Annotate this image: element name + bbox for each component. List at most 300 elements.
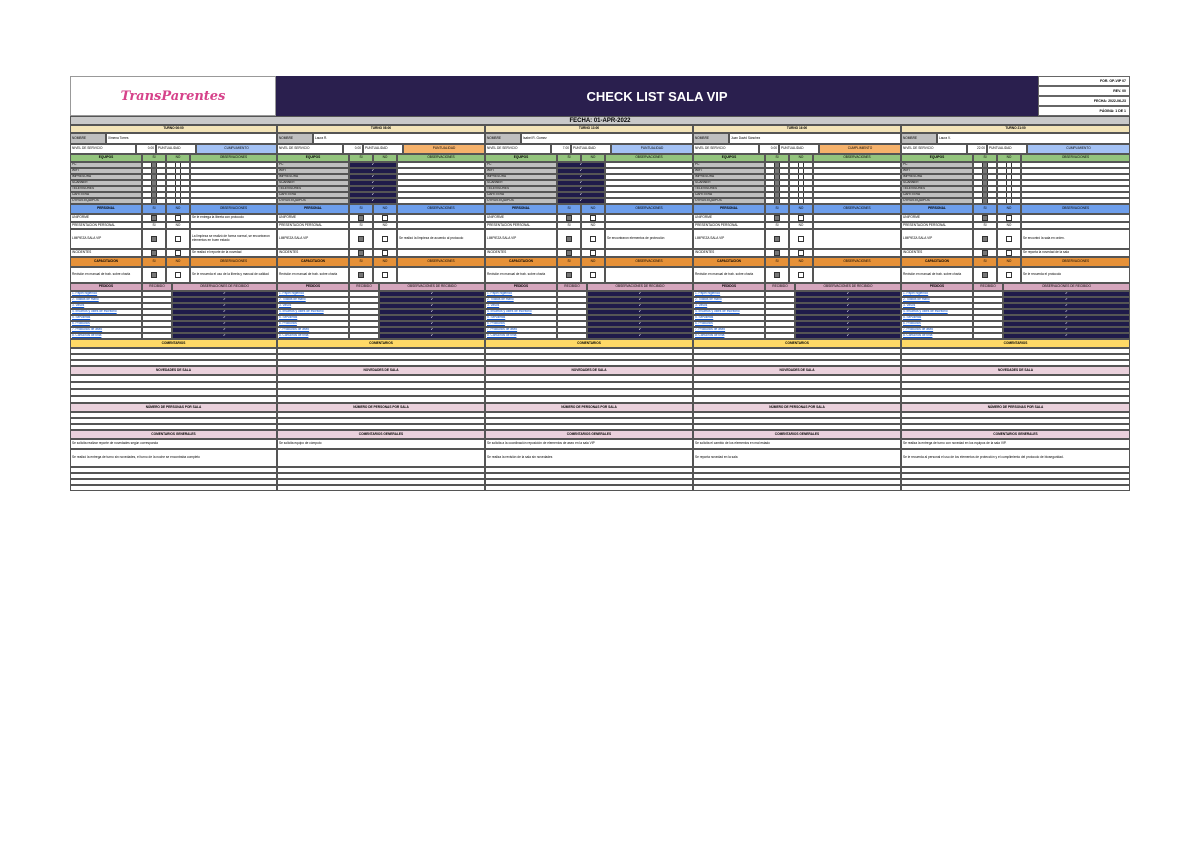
equipment-item: TELEVISORES bbox=[693, 186, 765, 192]
uniforme-si[interactable] bbox=[765, 214, 789, 222]
pedido-mark: ✔ bbox=[795, 297, 901, 303]
incidentes-no[interactable] bbox=[581, 249, 605, 257]
capacitacion-header-row bbox=[277, 257, 485, 267]
pedido-mark: ✔ bbox=[1003, 321, 1130, 327]
checkbox[interactable] bbox=[590, 272, 596, 278]
checkbox[interactable] bbox=[1006, 272, 1012, 278]
recibido-header: RECIBIDO bbox=[349, 283, 379, 291]
generales-header: COMENTARIOS GENERALES bbox=[70, 430, 277, 439]
incidentes-row bbox=[277, 249, 485, 257]
pedido-link[interactable]: 6. Productos bbox=[72, 321, 90, 326]
si-header: SI bbox=[142, 204, 166, 214]
pedido-link[interactable]: 3. Vasos bbox=[695, 303, 708, 308]
capacitacion-row bbox=[693, 267, 901, 283]
checkbox[interactable] bbox=[151, 250, 157, 256]
generales-header: COMENTARIOS GENERALES bbox=[693, 430, 901, 439]
checkbox[interactable] bbox=[1006, 215, 1012, 221]
pedido-link[interactable]: 1. Papel higiénico bbox=[487, 291, 513, 296]
si-header: SI bbox=[973, 257, 997, 267]
pedido-link[interactable]: 2. Toallas de mano bbox=[695, 297, 722, 302]
cap-obs[interactable]: Se le recuerda el uso de la libreta y manual de calidad bbox=[190, 267, 277, 283]
novedad-row bbox=[901, 375, 1130, 382]
cap-si[interactable] bbox=[973, 267, 997, 283]
checkbox[interactable] bbox=[590, 250, 596, 256]
pedido-link[interactable]: 8. Cartuchos de tinta bbox=[279, 333, 309, 338]
limpieza-si[interactable] bbox=[349, 229, 373, 249]
pedido-link[interactable]: 7. Productos de aseo bbox=[72, 327, 103, 332]
novedad-line[interactable] bbox=[901, 389, 1130, 396]
novedad-row bbox=[693, 375, 901, 382]
general-line[interactable] bbox=[901, 485, 1130, 491]
date-banner: FECHA: 01-APR-2022 bbox=[70, 116, 1130, 125]
equipment-header-row bbox=[693, 154, 901, 162]
checkbox[interactable] bbox=[798, 236, 804, 242]
equipment-header-row bbox=[70, 154, 277, 162]
incidentes-obs[interactable]: Se realizó el reporte de la novedad bbox=[190, 249, 277, 257]
numero-header-row bbox=[277, 403, 485, 412]
employee-name[interactable]: Laura R. bbox=[313, 133, 485, 144]
equipment-item: WIFI bbox=[485, 168, 557, 174]
general-comment-2[interactable] bbox=[277, 449, 485, 467]
presentacion-label: PRESENTACION PERSONAL bbox=[485, 222, 557, 229]
cap-text: Revisión en manual de trab. sobre charla bbox=[277, 267, 349, 283]
cap-si[interactable] bbox=[349, 267, 373, 283]
checkbox[interactable] bbox=[982, 250, 988, 256]
personal-header-row bbox=[901, 204, 1130, 214]
name-label: NOMBRE bbox=[693, 133, 729, 144]
checkbox[interactable] bbox=[382, 272, 388, 278]
equipment-item: OTROS EQUIPOS bbox=[277, 198, 349, 204]
uniforme-label: UNIFORME bbox=[70, 214, 142, 222]
checkbox[interactable] bbox=[175, 250, 181, 256]
limpieza-si[interactable] bbox=[973, 229, 997, 249]
general-comment-1[interactable]: Se solicita el cambio de los elementos en mal estado bbox=[693, 439, 901, 449]
pedido-link[interactable]: 5. Servilletas bbox=[72, 315, 91, 320]
pedido-link[interactable]: 2. Toallas de mano bbox=[903, 297, 930, 302]
nivel-value[interactable]: 0.00 bbox=[343, 144, 363, 154]
presentacion-label: PRESENTACION PERSONAL bbox=[70, 222, 142, 229]
novedad-line[interactable] bbox=[485, 375, 693, 382]
status-value: CUMPLIMIENTO bbox=[196, 144, 277, 154]
uniforme-si[interactable] bbox=[973, 214, 997, 222]
limpieza-row bbox=[277, 229, 485, 249]
uniforme-si[interactable] bbox=[349, 214, 373, 222]
checkbox[interactable] bbox=[566, 236, 572, 242]
comentarios-header: COMENTARIOS bbox=[693, 339, 901, 348]
pedido-mark: ✔ bbox=[172, 309, 277, 315]
checkbox[interactable] bbox=[774, 215, 780, 221]
incidentes-label: INCIDENTES bbox=[485, 249, 557, 257]
novedad-line[interactable] bbox=[277, 382, 485, 389]
checkbox[interactable] bbox=[590, 236, 596, 242]
general-comment-2[interactable]: Se realizó la entrega de turno sin novedades, el turno de la noche se encontraba completo bbox=[70, 449, 277, 467]
cap-no[interactable] bbox=[789, 267, 813, 283]
novedades-header: NOVEDADES DE SALA bbox=[485, 366, 693, 375]
limpieza-si[interactable] bbox=[557, 229, 581, 249]
generales-header: COMENTARIOS GENERALES bbox=[485, 430, 693, 439]
incidentes-obs[interactable]: Se reporta la novedad de la sala bbox=[1021, 249, 1130, 257]
numero-header: NÚMERO DE PERSONAS POR SALA bbox=[70, 403, 277, 412]
limpieza-row bbox=[485, 229, 693, 249]
novedad-line[interactable] bbox=[901, 382, 1130, 389]
numero-header: NÚMERO DE PERSONAS POR SALA bbox=[901, 403, 1130, 412]
novedad-row bbox=[485, 375, 693, 382]
pedido-link[interactable]: 4. Insumos y útiles de escritorio bbox=[72, 309, 117, 314]
equipment-mark: ✔ bbox=[349, 186, 397, 192]
limpieza-no[interactable] bbox=[789, 229, 813, 249]
incidentes-si[interactable] bbox=[142, 249, 166, 257]
pedido-link[interactable]: 2. Toallas de mano bbox=[487, 297, 514, 302]
presentacion-row bbox=[70, 222, 277, 229]
si-header: SI bbox=[973, 204, 997, 214]
incidentes-no[interactable] bbox=[166, 249, 190, 257]
no-header: NO bbox=[997, 257, 1021, 267]
novedad-line[interactable] bbox=[277, 375, 485, 382]
no-header: NO bbox=[789, 204, 813, 214]
pedido-link[interactable]: 2. Toallas de mano bbox=[279, 297, 306, 302]
pedido-mark: ✔ bbox=[172, 333, 277, 339]
si-header: SI bbox=[349, 154, 373, 162]
uniforme-no[interactable] bbox=[997, 214, 1021, 222]
novedad-line[interactable] bbox=[277, 389, 485, 396]
employee-name[interactable]: Juan David Sánchez bbox=[729, 133, 901, 144]
cap-header: CAPACITACION bbox=[693, 257, 765, 267]
incidentes-si[interactable] bbox=[973, 249, 997, 257]
personal-obs[interactable] bbox=[397, 214, 485, 222]
numero-header: NÚMERO DE PERSONAS POR SALA bbox=[693, 403, 901, 412]
novedad-line[interactable] bbox=[693, 396, 901, 403]
novedad-line[interactable] bbox=[693, 382, 901, 389]
checkbox[interactable] bbox=[151, 236, 157, 242]
general-comment-2[interactable]: Se reporta novedad en la sala bbox=[693, 449, 901, 467]
novedad-line[interactable] bbox=[485, 389, 693, 396]
document-meta bbox=[1038, 76, 1130, 116]
equipment-item: PC bbox=[70, 162, 142, 168]
si-header: SI bbox=[765, 257, 789, 267]
pedidos-header-row bbox=[277, 283, 485, 291]
checkbox[interactable] bbox=[358, 215, 364, 221]
general-comment-1[interactable]: Se solicita realizar reporte de novedades según corresponda bbox=[70, 439, 277, 449]
pedido-link[interactable]: 4. Insumos y útiles de escritorio bbox=[695, 309, 740, 314]
pedido-link[interactable]: 8. Cartuchos de tinta bbox=[695, 333, 725, 338]
pedido-link[interactable]: 4. Insumos y útiles de escritorio bbox=[487, 309, 532, 314]
pedido-link[interactable]: 4. Insumos y útiles de escritorio bbox=[279, 309, 324, 314]
obs-header: OBSERVACIONES bbox=[190, 154, 277, 162]
equipment-mark: ✔ bbox=[557, 198, 605, 204]
novedad-line[interactable] bbox=[693, 389, 901, 396]
comentarios-header-row bbox=[901, 339, 1130, 348]
checkbox[interactable] bbox=[566, 250, 572, 256]
pedido-link[interactable]: 6. Productos bbox=[695, 321, 713, 326]
novedad-line[interactable] bbox=[901, 375, 1130, 382]
cap-header: CAPACITACION bbox=[485, 257, 557, 267]
obs-recibido-header: OBSERVACIONES DE RECIBIDO bbox=[587, 283, 693, 291]
pedido-mark: ✔ bbox=[1003, 303, 1130, 309]
pedido-link[interactable]: 8. Cartuchos de tinta bbox=[487, 333, 517, 338]
comentarios-header: COMENTARIOS bbox=[70, 339, 277, 348]
incidentes-no[interactable] bbox=[789, 249, 813, 257]
limpieza-no[interactable] bbox=[997, 229, 1021, 249]
no-header: NO bbox=[166, 204, 190, 214]
novedad-line[interactable] bbox=[70, 389, 277, 396]
uniforme-si[interactable] bbox=[142, 214, 166, 222]
equipment-mark: ✔ bbox=[557, 162, 605, 168]
si-header: SI bbox=[973, 154, 997, 162]
cap-no[interactable] bbox=[373, 267, 397, 283]
cap-obs[interactable]: Se le recuerda el protocolo bbox=[1021, 267, 1130, 283]
equipment-item: PC bbox=[901, 162, 973, 168]
incidentes-obs[interactable] bbox=[605, 249, 693, 257]
pedido-link[interactable]: 3. Vasos bbox=[279, 303, 292, 308]
cap-no[interactable] bbox=[166, 267, 190, 283]
employee-name[interactable]: Isabel R. Gomez bbox=[521, 133, 693, 144]
checkbox[interactable] bbox=[1006, 250, 1012, 256]
pedido-link[interactable]: 3. Vasos bbox=[487, 303, 500, 308]
general-line[interactable] bbox=[277, 485, 485, 491]
checkbox[interactable] bbox=[566, 272, 572, 278]
checkbox[interactable] bbox=[774, 236, 780, 242]
pedido-mark: ✔ bbox=[587, 333, 693, 339]
capacitacion-row bbox=[901, 267, 1130, 283]
checkbox[interactable] bbox=[382, 236, 388, 242]
incidentes-si[interactable] bbox=[765, 249, 789, 257]
limpieza-si[interactable] bbox=[142, 229, 166, 249]
service-level-row bbox=[70, 144, 277, 154]
obs-recibido-header: OBSERVACIONES DE RECIBIDO bbox=[379, 283, 485, 291]
pedido-link[interactable]: 5. Servilletas bbox=[279, 315, 298, 320]
checkbox[interactable] bbox=[982, 215, 988, 221]
novedad-row bbox=[901, 396, 1130, 403]
incidentes-no[interactable] bbox=[997, 249, 1021, 257]
pedido-link[interactable]: 6. Productos bbox=[279, 321, 297, 326]
checkbox[interactable] bbox=[175, 236, 181, 242]
pedidos-header-row bbox=[901, 283, 1130, 291]
shift-column bbox=[277, 125, 485, 491]
checkbox[interactable] bbox=[151, 215, 157, 221]
cap-obs[interactable] bbox=[397, 267, 485, 283]
checkbox[interactable] bbox=[1006, 236, 1012, 242]
novedad-line[interactable] bbox=[70, 382, 277, 389]
uniforme-no[interactable] bbox=[373, 214, 397, 222]
pedido-link[interactable]: 3. Vasos bbox=[72, 303, 85, 308]
general-row bbox=[901, 449, 1130, 467]
checkbox[interactable] bbox=[798, 215, 804, 221]
pedido-link[interactable]: 1. Papel higiénico bbox=[903, 291, 929, 296]
limpieza-obs[interactable]: Se encontró la sala en orden. bbox=[1021, 229, 1130, 249]
nivel-label: NIVEL DE SERVICIO bbox=[70, 144, 136, 154]
novedades-header-row bbox=[901, 366, 1130, 375]
general-line[interactable] bbox=[485, 485, 693, 491]
cap-si[interactable] bbox=[142, 267, 166, 283]
pedido-mark: ✔ bbox=[587, 309, 693, 315]
si-header: SI bbox=[349, 257, 373, 267]
name-label: NOMBRE bbox=[485, 133, 521, 144]
general-row bbox=[70, 439, 277, 449]
novedad-line[interactable] bbox=[693, 375, 901, 382]
pedido-link[interactable]: 1. Papel higiénico bbox=[72, 291, 98, 296]
pedido-mark: ✔ bbox=[1003, 333, 1130, 339]
checkbox[interactable] bbox=[358, 250, 364, 256]
incidentes-si[interactable] bbox=[557, 249, 581, 257]
incidentes-obs[interactable] bbox=[813, 249, 901, 257]
pedido-link[interactable]: 6. Productos bbox=[903, 321, 921, 326]
pedido-link[interactable]: 5. Servilletas bbox=[903, 315, 922, 320]
pedido-link[interactable]: 6. Productos bbox=[487, 321, 505, 326]
uniforme-no[interactable] bbox=[166, 214, 190, 222]
checkbox[interactable] bbox=[382, 250, 388, 256]
no-header: NO bbox=[166, 257, 190, 267]
general-row bbox=[693, 485, 901, 491]
personal-obs[interactable] bbox=[1021, 214, 1130, 222]
checkbox[interactable] bbox=[175, 272, 181, 278]
general-comment-2[interactable]: Se le recuerda al personal el uso de los elementos de protección y el cumplimiento del protocolo de bioseguridad. bbox=[901, 449, 1130, 467]
pedido-link[interactable]: 5. Servilletas bbox=[695, 315, 714, 320]
uniforme-no[interactable] bbox=[789, 214, 813, 222]
personal-obs[interactable] bbox=[605, 214, 693, 222]
shift-column bbox=[901, 125, 1130, 491]
personal-header-row bbox=[70, 204, 277, 214]
equipment-item: SCANNER bbox=[901, 180, 973, 186]
novedad-line[interactable] bbox=[485, 382, 693, 389]
employee-name[interactable]: Ximena Torres bbox=[106, 133, 277, 144]
checkbox[interactable] bbox=[358, 272, 364, 278]
general-comment-2[interactable]: Se realiza la revisión de la sala sin novedades bbox=[485, 449, 693, 467]
equipment-mark: ✔ bbox=[349, 174, 397, 180]
novedades-header: NOVEDADES DE SALA bbox=[901, 366, 1130, 375]
limpieza-no[interactable] bbox=[166, 229, 190, 249]
nivel-value[interactable]: 0.00 bbox=[759, 144, 779, 154]
incidentes-obs[interactable] bbox=[397, 249, 485, 257]
novedad-row bbox=[693, 389, 901, 396]
name-label: NOMBRE bbox=[901, 133, 937, 144]
si-header: SI bbox=[765, 154, 789, 162]
general-line[interactable] bbox=[70, 485, 277, 491]
meta-rev: REV. 00 bbox=[1038, 86, 1130, 96]
incidentes-no[interactable] bbox=[373, 249, 397, 257]
equipment-item: OTROS EQUIPOS bbox=[693, 198, 765, 204]
presentacion-label: PRESENTACION PERSONAL bbox=[277, 222, 349, 229]
checklist-sheet bbox=[70, 76, 1130, 491]
personal-obs[interactable] bbox=[813, 214, 901, 222]
checkbox[interactable] bbox=[151, 272, 157, 278]
checkbox[interactable] bbox=[774, 272, 780, 278]
uniforme-row bbox=[901, 214, 1130, 222]
uniforme-no[interactable] bbox=[581, 214, 605, 222]
status-label: PUNTUALIDAD bbox=[156, 144, 196, 154]
numero-header-row bbox=[901, 403, 1130, 412]
checkbox[interactable] bbox=[774, 250, 780, 256]
novedad-line[interactable] bbox=[901, 396, 1130, 403]
equipment-mark: ✔ bbox=[349, 162, 397, 168]
general-line[interactable] bbox=[693, 485, 901, 491]
checkbox[interactable] bbox=[798, 272, 804, 278]
checkbox[interactable] bbox=[798, 250, 804, 256]
general-comment-1[interactable]: Se solicita a la coordinación reposición de elementos de aseo en la sala VIP bbox=[485, 439, 693, 449]
pedido-link[interactable]: 4. Insumos y útiles de escritorio bbox=[903, 309, 948, 314]
name-row bbox=[485, 133, 693, 144]
checkbox[interactable] bbox=[358, 236, 364, 242]
obs-recibido-header: OBSERVACIONES DE RECIBIDO bbox=[795, 283, 901, 291]
blank bbox=[397, 222, 485, 229]
limpieza-obs[interactable]: Se encontraron elementos de protección bbox=[605, 229, 693, 249]
novedad-line[interactable] bbox=[70, 375, 277, 382]
general-comment-1[interactable]: Se solicita equipo de cómputo bbox=[277, 439, 485, 449]
pedido-link[interactable]: 7. Productos de aseo bbox=[903, 327, 934, 332]
incidentes-si[interactable] bbox=[349, 249, 373, 257]
presentacion-row bbox=[485, 222, 693, 229]
blank bbox=[605, 222, 693, 229]
general-row bbox=[485, 439, 693, 449]
presentacion-row bbox=[693, 222, 901, 229]
nivel-label: NIVEL DE SERVICIO bbox=[277, 144, 343, 154]
cap-no[interactable] bbox=[997, 267, 1021, 283]
pedido-mark: ✔ bbox=[379, 333, 485, 339]
employee-name[interactable]: Laura V. bbox=[937, 133, 1130, 144]
cap-si[interactable] bbox=[557, 267, 581, 283]
presentacion-row bbox=[901, 222, 1130, 229]
checkbox[interactable] bbox=[590, 215, 596, 221]
pedido-link[interactable]: 5. Servilletas bbox=[487, 315, 506, 320]
equipment-mark: ✔ bbox=[349, 192, 397, 198]
novedad-line[interactable] bbox=[70, 396, 277, 403]
novedades-header: NOVEDADES DE SALA bbox=[70, 366, 277, 375]
checkbox[interactable] bbox=[982, 236, 988, 242]
pedido-link[interactable]: 7. Productos de aseo bbox=[279, 327, 310, 332]
cap-si[interactable] bbox=[765, 267, 789, 283]
pedido-link[interactable]: 1. Papel higiénico bbox=[279, 291, 305, 296]
uniforme-si[interactable] bbox=[557, 214, 581, 222]
equipment-item: WIFI bbox=[693, 168, 765, 174]
limpieza-obs[interactable] bbox=[813, 229, 901, 249]
limpieza-si[interactable] bbox=[765, 229, 789, 249]
pedido-link[interactable]: 8. Cartuchos de tinta bbox=[72, 333, 102, 338]
limpieza-no[interactable] bbox=[373, 229, 397, 249]
pedido-link[interactable]: 7. Productos de aseo bbox=[487, 327, 518, 332]
limpieza-obs[interactable]: La limpieza se realizó de forma normal, se encontraron elementos en buen estado bbox=[190, 229, 277, 249]
pedido-link[interactable]: 2. Toallas de mano bbox=[72, 297, 99, 302]
no-header: NO bbox=[581, 257, 605, 267]
checkbox[interactable] bbox=[566, 215, 572, 221]
pedido-link[interactable]: 3. Vasos bbox=[903, 303, 916, 308]
checkbox[interactable] bbox=[982, 272, 988, 278]
checkbox[interactable] bbox=[175, 215, 181, 221]
nivel-value[interactable]: 22.00 bbox=[967, 144, 987, 154]
pedido-link[interactable]: 7. Productos de aseo bbox=[695, 327, 726, 332]
cap-no[interactable] bbox=[581, 267, 605, 283]
pedido-link[interactable]: 1. Papel higiénico bbox=[695, 291, 721, 296]
nivel-value[interactable]: 0.00 bbox=[136, 144, 156, 154]
personal-obs[interactable]: Se le entrega la libreta con protocolo bbox=[190, 214, 277, 222]
nivel-value[interactable]: 7.00 bbox=[551, 144, 571, 154]
capacitacion-row bbox=[277, 267, 485, 283]
equipment-item: CAFETERA bbox=[70, 192, 142, 198]
capacitacion-row bbox=[485, 267, 693, 283]
checkbox[interactable] bbox=[382, 215, 388, 221]
limpieza-label: LIMPIEZA SALA VIP bbox=[70, 229, 142, 249]
limpieza-no[interactable] bbox=[581, 229, 605, 249]
si-header: SI bbox=[349, 204, 373, 214]
novedad-line[interactable] bbox=[277, 396, 485, 403]
pedido-link[interactable]: 8. Cartuchos de tinta bbox=[903, 333, 933, 338]
pedido-mark: ✔ bbox=[587, 327, 693, 333]
limpieza-obs[interactable]: Se realizó la limpieza de acuerdo al protocolo bbox=[397, 229, 485, 249]
novedad-line[interactable] bbox=[485, 396, 693, 403]
general-comment-1[interactable]: Se realiza la entrega de turno con novedad en los equipos de la sala VIP. bbox=[901, 439, 1130, 449]
cap-obs[interactable] bbox=[605, 267, 693, 283]
cap-obs[interactable] bbox=[813, 267, 901, 283]
equipment-item: PC bbox=[693, 162, 765, 168]
equipment-item: CAFETERA bbox=[485, 192, 557, 198]
